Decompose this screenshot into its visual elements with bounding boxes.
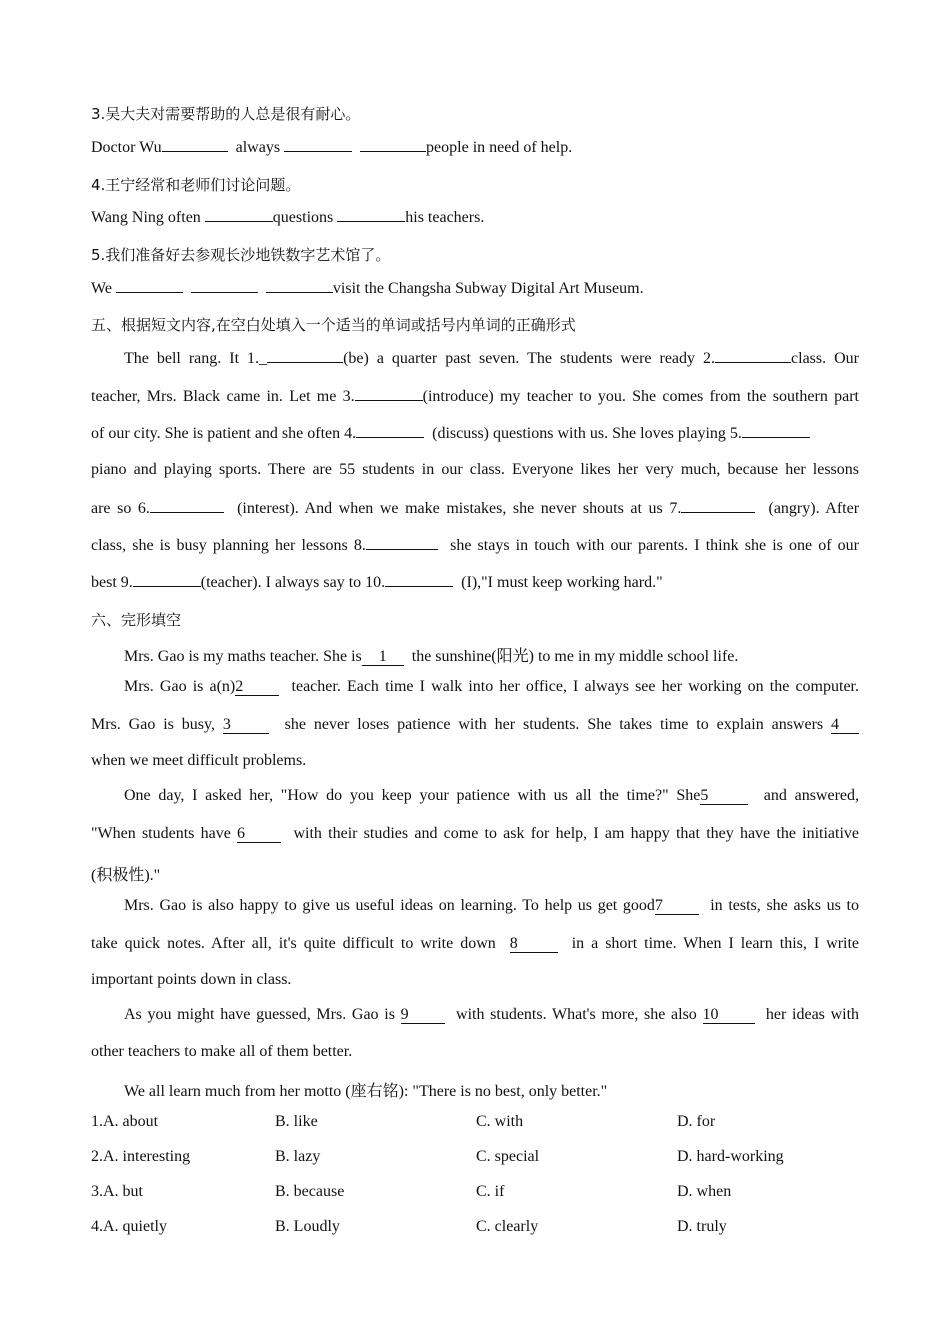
blank[interactable] (162, 138, 228, 152)
passage5-line: are so 6. (interest). And when we make mistakes, she never shouts at us 7. (angry). After (91, 500, 860, 517)
section5-heading: 五、根据短文内容,在空白处填入一个适当的单词或括号内单词的正确形式 (91, 316, 576, 334)
blank[interactable] (266, 279, 333, 293)
q4-chinese: 4.王宁经常和老师们讨论问题。 (91, 176, 301, 194)
cloze-blank-number[interactable]: 4 (831, 717, 859, 734)
cloze-line: We all learn much from her motto (座右铭): "There is no best, only better." (124, 1083, 608, 1100)
blank[interactable] (715, 349, 791, 363)
cloze-line: As you might have guessed, Mrs. Gao is 9 with students. What's more, she also 10 her ideas with (124, 1006, 860, 1023)
cloze-line: other teachers to make all of them better. (91, 1043, 353, 1060)
cloze-blank-number[interactable]: 3 (223, 717, 269, 734)
option-d[interactable]: D. hard-working (677, 1148, 784, 1165)
passage5-line: of our city. She is patient and she often 4. (discuss) questions with us. She loves playing 5. (91, 424, 810, 443)
option-a[interactable]: 1.A. about (91, 1113, 159, 1130)
section6-heading: 六、完形填空 (91, 611, 182, 629)
passage5-line: teacher, Mrs. Black came in. Let me 3. (introduce) my teacher to you. She comes from the southern part (91, 388, 860, 405)
blank[interactable] (191, 279, 258, 293)
cloze-blank-number[interactable]: 8 (510, 936, 558, 953)
cloze-blank-number[interactable]: 9 (401, 1007, 445, 1024)
blank[interactable] (267, 349, 343, 363)
cloze-line: important points down in class. (91, 971, 292, 988)
option-c[interactable]: C. if (476, 1183, 505, 1200)
passage5-line: class, she is busy planning her lessons 8. she stays in touch with our parents. I think she is one of our (91, 537, 859, 554)
cloze-blank-number[interactable]: 10 (703, 1007, 755, 1024)
q3-english: Doctor Wu always people in need of help. (91, 139, 573, 156)
cloze-line: Mrs. Gao is busy, 3 she never loses patience with her students. She takes time to explain answers 4 (91, 716, 859, 734)
option-b[interactable]: B. lazy (275, 1148, 321, 1165)
option-c[interactable]: C. special (476, 1148, 540, 1165)
option-b[interactable]: B. Loudly (275, 1218, 340, 1235)
cloze-line: Mrs. Gao is my maths teacher. She is 1 the sunshine(阳光) to me in my middle school life. (124, 648, 739, 665)
blank[interactable] (681, 499, 755, 513)
blank[interactable] (116, 279, 183, 293)
q5-english: We visit the Changsha Subway Digital Art Museum. (91, 280, 644, 297)
cloze-blank-number[interactable]: 6 (237, 826, 281, 843)
blank[interactable] (366, 536, 438, 550)
passage5-line: best 9. (teacher). I always say to 10. (I),"I must keep working hard." (91, 574, 663, 591)
blank[interactable] (133, 573, 201, 587)
blank[interactable] (205, 208, 273, 222)
cloze-blank-number[interactable]: 1 (362, 649, 404, 666)
cloze-line: Mrs. Gao is a(n)2 teacher. Each time I walk into her office, I always see her working on the computer. (124, 678, 859, 695)
blank[interactable] (385, 573, 453, 587)
blank[interactable] (742, 424, 810, 438)
blank[interactable] (355, 387, 423, 401)
q3-chinese: 3.吴大夫对需要帮助的人总是很有耐心。 (91, 105, 361, 123)
option-d[interactable]: D. for (677, 1113, 716, 1130)
cloze-blank-number[interactable]: 5 (700, 788, 748, 805)
q5-chinese: 5.我们准备好去参观长沙地铁数字艺术馆了。 (91, 246, 391, 264)
passage5-line: The bell rang. It 1._ (be) a quarter past seven. The students were ready 2. class. Our (124, 350, 860, 367)
blank[interactable] (150, 499, 224, 513)
option-c[interactable]: C. with (476, 1113, 524, 1130)
blank[interactable] (360, 138, 426, 152)
option-a[interactable]: 2.A. interesting (91, 1148, 191, 1165)
option-a[interactable]: 4.A. quietly (91, 1218, 167, 1235)
option-d[interactable]: D. when (677, 1183, 732, 1200)
cloze-line: One day, I asked her, "How do you keep your patience with us all the time?" She5 and answered, (124, 787, 860, 804)
blank[interactable] (284, 138, 352, 152)
option-a[interactable]: 3.A. but (91, 1183, 143, 1200)
cloze-line: (积极性)." (91, 867, 161, 884)
cloze-line: when we meet difficult problems. (91, 752, 307, 769)
option-d[interactable]: D. truly (677, 1218, 727, 1235)
blank[interactable] (356, 424, 424, 438)
q4-english: Wang Ning often questions his teachers. (91, 209, 485, 226)
cloze-line: "When students have 6 with their studies and come to ask for help, I am happy that they have the initiative (91, 825, 860, 842)
cloze-line: Mrs. Gao is also happy to give us useful ideas on learning. To help us get good7 in tests, she asks us to (124, 897, 859, 914)
passage5-line: piano and playing sports. There are 55 students in our class. Everyone likes her very much, because her lessons (91, 461, 859, 478)
cloze-blank-number[interactable]: 2 (235, 679, 279, 696)
cloze-line: take quick notes. After all, it's quite difficult to write down 8 in a short time. When I learn this, I write (91, 935, 860, 952)
blank[interactable] (337, 208, 405, 222)
option-b[interactable]: B. because (275, 1183, 345, 1200)
option-b[interactable]: B. like (275, 1113, 318, 1130)
option-c[interactable]: C. clearly (476, 1218, 539, 1235)
cloze-blank-number[interactable]: 7 (655, 898, 699, 915)
